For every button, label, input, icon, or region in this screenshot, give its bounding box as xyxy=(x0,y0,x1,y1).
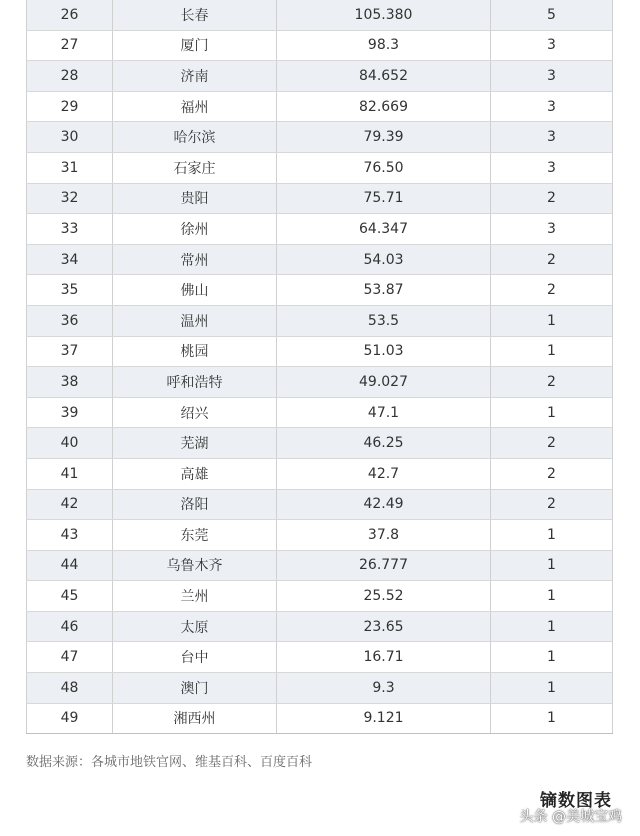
value-cell: 26.777 xyxy=(277,550,491,581)
value-cell: 82.669 xyxy=(277,91,491,122)
count-cell: 2 xyxy=(491,367,613,398)
rank-cell: 30 xyxy=(27,122,113,153)
count-cell: 5 xyxy=(491,0,613,30)
value-cell: 79.39 xyxy=(277,122,491,153)
rank-cell: 45 xyxy=(27,581,113,612)
table-row xyxy=(27,489,613,520)
value-cell: 54.03 xyxy=(277,244,491,275)
rank-cell: 31 xyxy=(27,152,113,183)
value-cell: 37.8 xyxy=(277,520,491,551)
table-row xyxy=(27,214,613,245)
value-cell: 42.7 xyxy=(277,458,491,489)
city-cell: 石家庄 xyxy=(113,152,277,183)
count-cell: 1 xyxy=(491,305,613,336)
table-row xyxy=(27,152,613,183)
count-cell: 3 xyxy=(491,91,613,122)
rank-cell: 35 xyxy=(27,275,113,306)
city-cell: 佛山 xyxy=(113,275,277,306)
value-cell: 9.121 xyxy=(277,703,491,734)
rank-cell: 29 xyxy=(27,91,113,122)
table-row xyxy=(27,642,613,673)
rank-cell: 38 xyxy=(27,367,113,398)
count-cell: 2 xyxy=(491,489,613,520)
value-cell: 64.347 xyxy=(277,214,491,245)
table-row xyxy=(27,0,613,30)
count-cell: 3 xyxy=(491,152,613,183)
city-cell: 芜湖 xyxy=(113,428,277,459)
value-cell: 53.87 xyxy=(277,275,491,306)
city-cell: 福州 xyxy=(113,91,277,122)
city-cell: 兰州 xyxy=(113,581,277,612)
table-row xyxy=(27,550,613,581)
value-cell: 25.52 xyxy=(277,581,491,612)
city-cell: 东莞 xyxy=(113,520,277,551)
table-row xyxy=(27,611,613,642)
table-row xyxy=(27,183,613,214)
value-cell: 9.3 xyxy=(277,673,491,704)
city-cell: 贵阳 xyxy=(113,183,277,214)
table-row xyxy=(27,336,613,367)
rank-cell: 32 xyxy=(27,183,113,214)
rank-cell: 42 xyxy=(27,489,113,520)
count-cell: 1 xyxy=(491,397,613,428)
table-body xyxy=(27,0,613,734)
data-source-note: 数据来源：各城市地铁官网、维基百科、百度百科 xyxy=(26,755,313,770)
city-cell: 湘西州 xyxy=(113,703,277,734)
count-cell: 3 xyxy=(491,214,613,245)
count-cell: 1 xyxy=(491,611,613,642)
value-cell: 51.03 xyxy=(277,336,491,367)
rank-cell: 33 xyxy=(27,214,113,245)
city-cell: 桃园 xyxy=(113,336,277,367)
city-cell: 乌鲁木齐 xyxy=(113,550,277,581)
table-row xyxy=(27,673,613,704)
rank-cell: 40 xyxy=(27,428,113,459)
table-row xyxy=(27,397,613,428)
table-row xyxy=(27,305,613,336)
value-cell: 23.65 xyxy=(277,611,491,642)
count-cell: 2 xyxy=(491,458,613,489)
value-cell: 53.5 xyxy=(277,305,491,336)
rank-cell: 26 xyxy=(27,0,113,30)
table-row xyxy=(27,275,613,306)
table-row xyxy=(27,367,613,398)
value-cell: 105.380 xyxy=(277,0,491,30)
table-row xyxy=(27,703,613,734)
rank-cell: 46 xyxy=(27,611,113,642)
count-cell: 2 xyxy=(491,183,613,214)
city-metro-table xyxy=(26,0,613,734)
city-cell: 哈尔滨 xyxy=(113,122,277,153)
count-cell: 1 xyxy=(491,581,613,612)
value-cell: 49.027 xyxy=(277,367,491,398)
rank-cell: 49 xyxy=(27,703,113,734)
rank-cell: 48 xyxy=(27,673,113,704)
rank-cell: 39 xyxy=(27,397,113,428)
table-row xyxy=(27,91,613,122)
city-cell: 徐州 xyxy=(113,214,277,245)
table-row xyxy=(27,428,613,459)
table-row xyxy=(27,581,613,612)
count-cell: 3 xyxy=(491,122,613,153)
table-row xyxy=(27,30,613,61)
rank-cell: 36 xyxy=(27,305,113,336)
city-cell: 厦门 xyxy=(113,30,277,61)
value-cell: 47.1 xyxy=(277,397,491,428)
city-cell: 呼和浩特 xyxy=(113,367,277,398)
rank-cell: 27 xyxy=(27,30,113,61)
count-cell: 1 xyxy=(491,673,613,704)
rank-cell: 44 xyxy=(27,550,113,581)
city-cell: 济南 xyxy=(113,61,277,92)
count-cell: 1 xyxy=(491,520,613,551)
brand-logo-text: 镝数图表 xyxy=(540,791,612,811)
count-cell: 2 xyxy=(491,244,613,275)
table-row xyxy=(27,520,613,551)
watermark: 头条 @美城宝鸡 xyxy=(519,809,622,825)
count-cell: 1 xyxy=(491,336,613,367)
value-cell: 16.71 xyxy=(277,642,491,673)
rank-cell: 28 xyxy=(27,61,113,92)
value-cell: 84.652 xyxy=(277,61,491,92)
count-cell: 3 xyxy=(491,30,613,61)
table-row xyxy=(27,61,613,92)
value-cell: 98.3 xyxy=(277,30,491,61)
city-cell: 长春 xyxy=(113,0,277,30)
value-cell: 46.25 xyxy=(277,428,491,459)
count-cell: 2 xyxy=(491,428,613,459)
city-cell: 洛阳 xyxy=(113,489,277,520)
rank-cell: 41 xyxy=(27,458,113,489)
count-cell: 2 xyxy=(491,275,613,306)
city-cell: 温州 xyxy=(113,305,277,336)
table-row xyxy=(27,244,613,275)
value-cell: 75.71 xyxy=(277,183,491,214)
value-cell: 42.49 xyxy=(277,489,491,520)
rank-cell: 43 xyxy=(27,520,113,551)
city-cell: 高雄 xyxy=(113,458,277,489)
city-cell: 绍兴 xyxy=(113,397,277,428)
rank-cell: 47 xyxy=(27,642,113,673)
count-cell: 3 xyxy=(491,61,613,92)
rank-cell: 34 xyxy=(27,244,113,275)
table-row xyxy=(27,458,613,489)
count-cell: 1 xyxy=(491,550,613,581)
count-cell: 1 xyxy=(491,642,613,673)
city-cell: 常州 xyxy=(113,244,277,275)
rank-cell: 37 xyxy=(27,336,113,367)
value-cell: 76.50 xyxy=(277,152,491,183)
city-cell: 台中 xyxy=(113,642,277,673)
count-cell: 1 xyxy=(491,703,613,734)
city-cell: 太原 xyxy=(113,611,277,642)
city-cell: 澳门 xyxy=(113,673,277,704)
table-row xyxy=(27,122,613,153)
